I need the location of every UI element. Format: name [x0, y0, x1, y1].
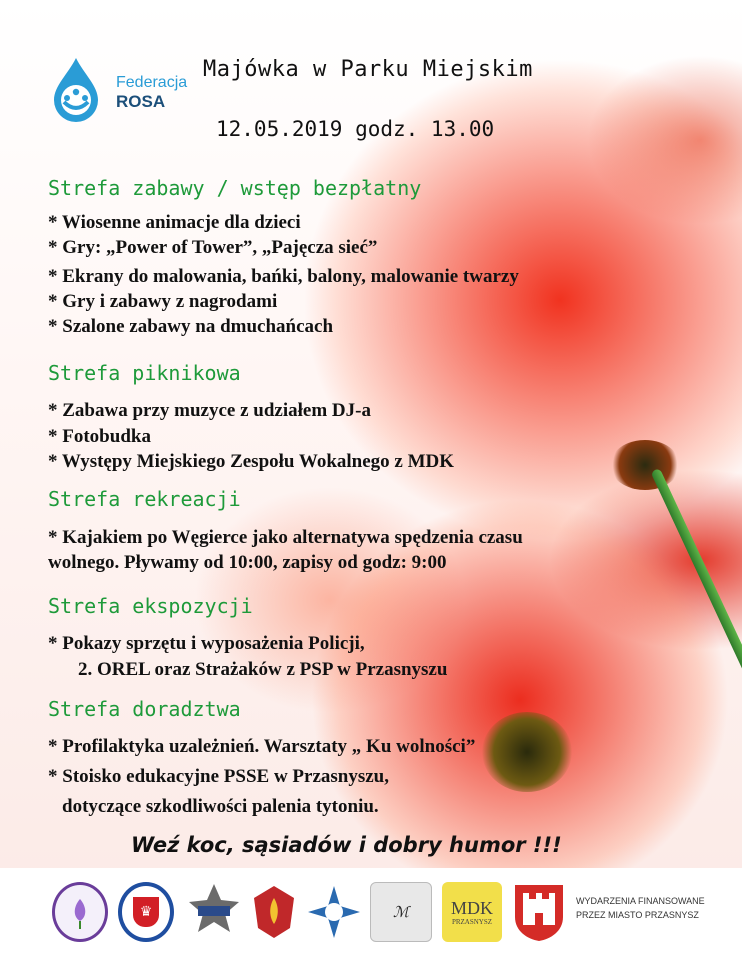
castle-shield-icon — [511, 882, 567, 942]
swag-wordmark-icon: ℳ — [392, 903, 410, 921]
poppy-center-bottom — [482, 712, 572, 792]
logo-line-2: ROSA — [116, 92, 166, 111]
logo-line-1: Federacja — [116, 74, 188, 91]
swag-logo — [370, 882, 432, 942]
list-item: * Zabawa przy muzyce z udziałem DJ-a — [48, 400, 371, 421]
funding-line-2: PRZEZ MIASTO PRZASNYSZ — [576, 910, 699, 920]
section-heading-recreation: Strefa rekreacji — [48, 487, 241, 511]
list-item: * Wiosenne animacje dla dzieci — [48, 212, 301, 233]
slogan: Weź koc, sąsiadów i dobry humor !!! — [131, 833, 562, 857]
funding-line-1: WYDARZENIA FINANSOWANE — [576, 896, 705, 906]
list-item: * Kajakiem po Węgierce jako alternatywa spędzenia czasu — [48, 527, 523, 548]
orel-unit-logo — [304, 882, 364, 942]
mdk-title: MDK — [450, 897, 493, 918]
sponsor-footer — [0, 868, 742, 960]
poppy-stem — [650, 468, 742, 798]
list-item: * Ekrany do malowania, bańki, balony, malowanie twarzy — [48, 266, 519, 287]
section-heading-advice: Strefa doradztwa — [48, 697, 241, 721]
eagle-shield-icon: ♛ — [133, 897, 159, 927]
section-heading-exhibition: Strefa ekspozycji — [48, 594, 253, 618]
fire-brigade-logo — [250, 882, 298, 942]
event-date: 12.05.2019 godz. 13.00 — [216, 117, 495, 141]
list-item: * Stoisko edukacyjne PSSE w Przasnyszu, — [48, 766, 389, 787]
list-item: * Gry i zabawy z nagrodami — [48, 291, 278, 312]
list-item: * Gry: „Power of Tower”, „Pajęcza sieć” — [48, 237, 378, 258]
crocus-icon — [65, 895, 95, 929]
mdk-subtitle: PRZASNYSZ — [451, 917, 493, 926]
association-logo — [52, 882, 108, 942]
sanitary-inspection-logo — [118, 882, 174, 942]
federacja-rosa-logo — [50, 56, 210, 126]
mdk-logo — [442, 882, 502, 942]
fire-shield-icon — [250, 882, 298, 942]
section-heading-picnic: Strefa piknikowa — [48, 361, 241, 385]
water-drop-people-icon — [50, 56, 102, 122]
list-item: dotyczące szkodliwości palenia tytoniu. — [62, 796, 379, 817]
orel-cross-icon — [304, 882, 364, 942]
list-item: 2. OREL oraz Strażaków z PSP w Przasnyszu — [78, 659, 448, 680]
poppy-center-top — [610, 440, 680, 490]
list-item: wolnego. Pływamy od 10:00, zapisy od godz: 9:00 — [48, 552, 447, 573]
list-item: * Fotobudka — [48, 426, 151, 447]
list-item: * Występy Miejskiego Zespołu Wokalnego z MDK — [48, 451, 455, 472]
list-item: * Pokazy sprzętu i wyposażenia Policji, — [48, 633, 365, 654]
list-item: * Profilaktyka uzależnień. Warsztaty „ Ku wolności” — [48, 736, 476, 757]
funding-note — [576, 894, 705, 922]
list-item: * Szalone zabawy na dmuchańcach — [48, 316, 334, 337]
event-title: Majówka w Parku Miejskim — [203, 57, 533, 82]
police-badge-logo — [186, 882, 242, 942]
section-heading-fun: Strefa zabawy / wstęp bezpłatny — [48, 176, 422, 200]
town-coat-of-arms — [510, 882, 568, 942]
police-star-icon — [186, 882, 242, 942]
